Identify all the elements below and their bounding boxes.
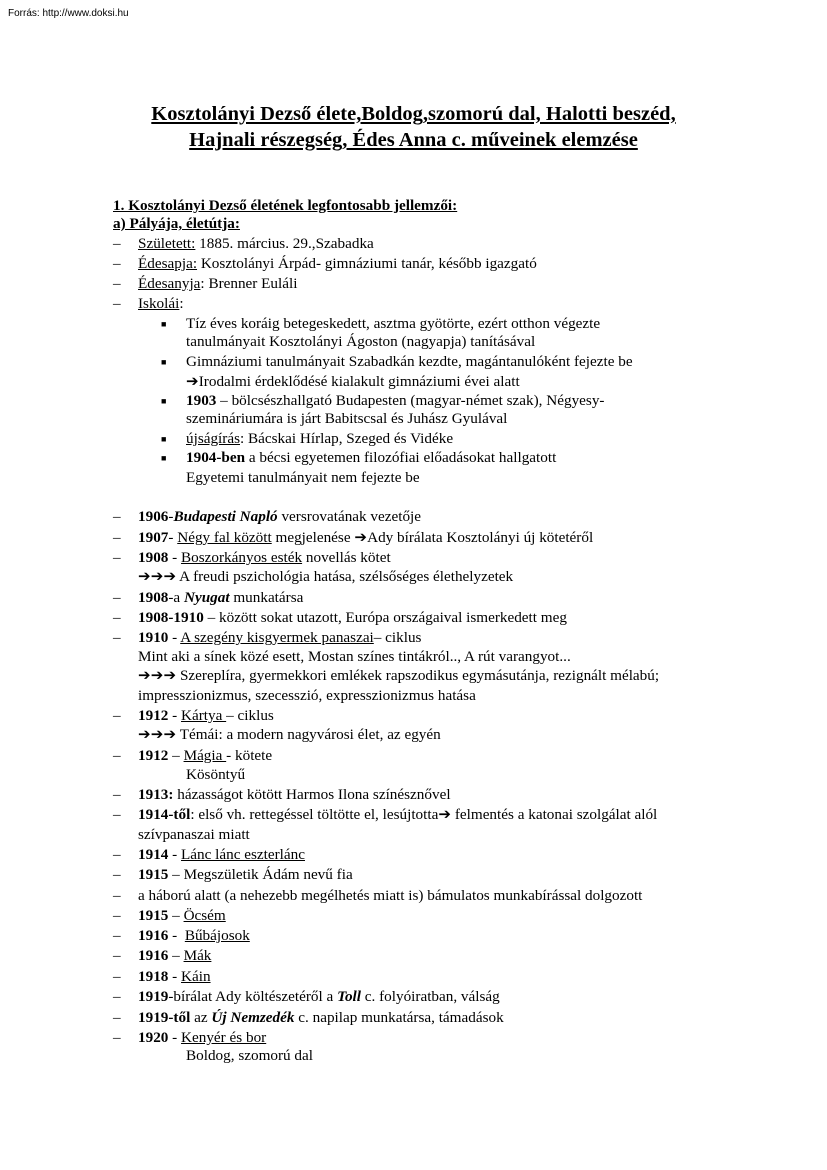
timeline-1919a [138, 988, 500, 1006]
timeline-1920 [138, 1029, 266, 1047]
list-item-schools [138, 295, 184, 313]
timeline-1919b [138, 1009, 504, 1027]
year: 1912 [138, 747, 169, 764]
list-dash: – [113, 529, 121, 546]
list-item-born [138, 235, 374, 253]
work-title: Mák [183, 947, 212, 964]
timeline-war: a háború alatt (a nehezebb megélhetés miatt is) bámulatos munkabírással dolgozott [138, 887, 643, 904]
desc: házasságot kötött Harmos Ilona színésznővel [173, 786, 451, 803]
born-value: 1885. március. 29.,Szabadka [195, 235, 374, 252]
section-subheading: a) Pályája, életútja: [113, 215, 240, 232]
square-bullet-icon: ■ [161, 357, 167, 367]
timeline-1920-sub: Boldog, szomorú dal [186, 1047, 313, 1064]
year: 1916 [138, 947, 169, 964]
year: 1908 [138, 549, 169, 566]
timeline-1916b [138, 947, 211, 965]
document-title [60, 101, 767, 153]
mother-label: Édesanyja [138, 275, 201, 292]
square-bullet-icon: ■ [161, 453, 167, 463]
school-3-year: 1903 [186, 392, 217, 409]
square-bullet-icon: ■ [161, 434, 167, 444]
year: 1920 [138, 1029, 169, 1046]
timeline-1910 [138, 629, 421, 647]
work-title: Új Nemzedék [211, 1009, 295, 1026]
timeline-1908-1910 [138, 609, 567, 627]
school-4-value: : Bácskai Hírlap, Szeged és Vidéke [240, 430, 454, 447]
year: 1913: [138, 786, 174, 803]
desc: - kötete [226, 747, 273, 764]
desc: c. folyóiratban, válság [360, 988, 500, 1005]
desc: : első vh. rettegéssel töltötte el, lesújtotta [190, 806, 439, 823]
source-url: Forrás: http://www.doksi.hu [8, 8, 129, 19]
father-label: Édesapja: [138, 255, 198, 272]
school-item-2-text: Irodalmi érdeklődésé kialakult gimnáziumi évei alatt [198, 373, 520, 390]
square-bullet-icon: ■ [161, 319, 167, 329]
year: 1906 [138, 508, 169, 525]
title-line-2: Hajnali részegség, Édes Anna c. műveinek elemzése [189, 129, 638, 151]
timeline-1915b [138, 907, 226, 925]
desc: munkatársa [229, 589, 304, 606]
timeline-1908a [138, 549, 391, 567]
timeline-1908b [138, 589, 303, 607]
year: 1907 [138, 529, 169, 546]
sep: - [168, 707, 182, 724]
sep: - [168, 629, 181, 646]
sep: - [168, 549, 182, 566]
schools-colon: : [179, 295, 184, 312]
sep: - [168, 846, 182, 863]
work-title: Lánc lánc eszterlánc [181, 846, 305, 863]
school-item-3-line-2: szemináriumára is járt Babitscsal és Juhász Gyulával [186, 410, 508, 427]
timeline-1914a [138, 806, 657, 824]
desc: – ciklus [226, 707, 274, 724]
desc: c. napilap munkatársa, támadások [294, 1009, 504, 1026]
desc: versrovatának vezetője [277, 508, 422, 525]
desc: – Megszületik Ádám nevű fia [168, 866, 353, 883]
list-dash: – [113, 927, 121, 944]
list-dash: – [113, 295, 121, 312]
year: 1908-1910 [138, 609, 204, 626]
father-value: Kosztolányi Árpád- gimnáziumi tanár, később igazgató [197, 255, 537, 272]
timeline-1913 [138, 786, 451, 804]
timeline-1912b [138, 747, 272, 765]
list-dash: – [113, 1009, 121, 1026]
year: 1918 [138, 968, 169, 985]
arrow-icon: ➔ [354, 529, 368, 546]
school-item-3-line-1 [186, 392, 604, 410]
sep: - [168, 968, 182, 985]
arrow-icon: ➔ [438, 806, 452, 823]
mother-value: : Brenner Euláli [200, 275, 298, 292]
desc: felmentés a katonai szolgálat alól [451, 806, 658, 823]
school-item-2-line-2 [186, 373, 520, 391]
list-dash: – [113, 947, 121, 964]
list-dash: – [113, 609, 121, 626]
year: 1919 [138, 988, 169, 1005]
arrow-icon: ➔➔➔ [138, 568, 177, 585]
list-item-mother [138, 275, 297, 293]
timeline-1918 [138, 968, 211, 986]
school-item-1-line-1: Tíz éves koráig betegeskedett, asztma gyötörte, ezért otthon végezte [186, 315, 601, 332]
year: 1910 [138, 629, 169, 646]
school-item-2-line-1: Gimnáziumi tanulmányait Szabadkán kezdte, magántanulóként fejezte be [186, 353, 633, 370]
sep: - [168, 508, 174, 525]
work-title: Négy fal között [177, 529, 272, 546]
sep: – [168, 907, 184, 924]
list-dash: – [113, 1029, 121, 1046]
list-item-father [138, 255, 537, 273]
arrow-icon: ➔ [186, 373, 199, 390]
list-dash: – [113, 968, 121, 985]
timeline-1907 [138, 529, 593, 547]
timeline-1910-line-2: Mint aki a sínek közé esett, Mostan színes tintákról.., A rút varangyot... [138, 648, 571, 665]
list-dash: – [113, 508, 121, 525]
list-dash: – [113, 907, 121, 924]
list-dash: – [113, 629, 121, 646]
work-title: Boszorkányos esték [181, 549, 303, 566]
list-dash: – [113, 275, 121, 292]
list-dash: – [113, 988, 121, 1005]
timeline-1912b-sub: Kösöntyű [186, 766, 246, 783]
work-title: A szegény kisgyermek panaszai [180, 629, 374, 646]
timeline-1912a-sub [138, 726, 441, 744]
desc: – között sokat utazott, Európa országaival ismerkedett meg [203, 609, 567, 626]
born-label: Született: [138, 235, 196, 252]
year: 1915 [138, 866, 169, 883]
timeline-1910-line-4: impresszionizmus, szecesszió, expresszionizmus hatása [138, 687, 476, 704]
desc: -bírálat Ady költészetéről a [168, 988, 338, 1005]
sep: - [168, 1029, 182, 1046]
school-item-4 [186, 430, 453, 448]
timeline-1914a-line-2: szívpanaszai miatt [138, 826, 250, 843]
desc: A freudi pszichológia hatása, szélsőséges élethelyzetek [176, 568, 514, 585]
arrow-icon: ➔➔➔ [138, 667, 177, 684]
work-title: Öcsém [183, 907, 226, 924]
sep: – [168, 747, 184, 764]
work-title: Káin [181, 968, 211, 985]
list-dash: – [113, 255, 121, 272]
year: 1912 [138, 707, 169, 724]
timeline-1916a [138, 927, 250, 945]
year: 1908 [138, 589, 169, 606]
desc: megjelenése [271, 529, 355, 546]
desc: az [190, 1009, 212, 1026]
sep: - [168, 529, 178, 546]
desc: Ady bírálata Kosztolányi új kötetéről [367, 529, 594, 546]
school-5-text: a bécsi egyetemen filozófiai előadásokat hallgatott [245, 449, 557, 466]
schools-label: Iskolái [138, 295, 180, 312]
year: 1914-től [138, 806, 191, 823]
school-3-text: – bölcsészhallgató Budapesten (magyar-német szak), Négyesy- [216, 392, 605, 409]
timeline-1915a [138, 866, 353, 884]
work-title: Kártya [181, 707, 227, 724]
desc: Témái: a modern nagyvárosi élet, az egyén [176, 726, 441, 743]
year: 1919-től [138, 1009, 191, 1026]
work-title: Budapesti Napló [173, 508, 278, 525]
work-title: Kenyér és bor [181, 1029, 267, 1046]
list-dash: – [113, 846, 121, 863]
year: 1915 [138, 907, 169, 924]
timeline-1912a [138, 707, 274, 725]
title-line-1: Kosztolányi Dezső élete,Boldog,szomorú dal, Halotti beszéd, [151, 103, 676, 125]
list-dash: – [113, 806, 121, 823]
list-dash: – [113, 786, 121, 803]
section-heading: 1. Kosztolányi Dezső életének legfontosabb jellemzői: [113, 197, 458, 214]
desc: Szereplíra, gyermekkori emlékek rapszodikus egymásutánja, rezignált mélabú; [176, 667, 660, 684]
sep: - [168, 927, 185, 944]
list-dash: – [113, 235, 121, 252]
timeline-1908a-sub [138, 568, 513, 586]
school-item-1-line-2: tanulmányait Kosztolányi Ágoston (nagyapja) tanításával [186, 333, 536, 350]
list-dash: – [113, 549, 121, 566]
list-dash: – [113, 887, 121, 904]
arrow-icon: ➔➔➔ [138, 726, 177, 743]
sep: -a [168, 589, 184, 606]
school-4-label: újságírás [186, 430, 240, 447]
year: 1914 [138, 846, 169, 863]
school-5-year: 1904-ben [186, 449, 246, 466]
desc: novellás kötet [302, 549, 391, 566]
sep: – [168, 947, 184, 964]
work-title: Toll [337, 988, 361, 1005]
work-title: Nyugat [183, 589, 230, 606]
timeline-1914b [138, 846, 305, 864]
desc: – ciklus [373, 629, 422, 646]
timeline-1910-line-3 [138, 667, 659, 685]
year: 1916 [138, 927, 169, 944]
list-dash: – [113, 866, 121, 883]
list-dash: – [113, 707, 121, 724]
school-item-5-line-1 [186, 449, 556, 467]
timeline-1906 [138, 508, 421, 526]
work-title: Bűbájosok [184, 927, 250, 944]
list-dash: – [113, 589, 121, 606]
square-bullet-icon: ■ [161, 396, 167, 406]
work-title: Mágia [183, 747, 227, 764]
list-dash: – [113, 747, 121, 764]
school-item-5-line-2: Egyetemi tanulmányait nem fejezte be [186, 469, 420, 486]
